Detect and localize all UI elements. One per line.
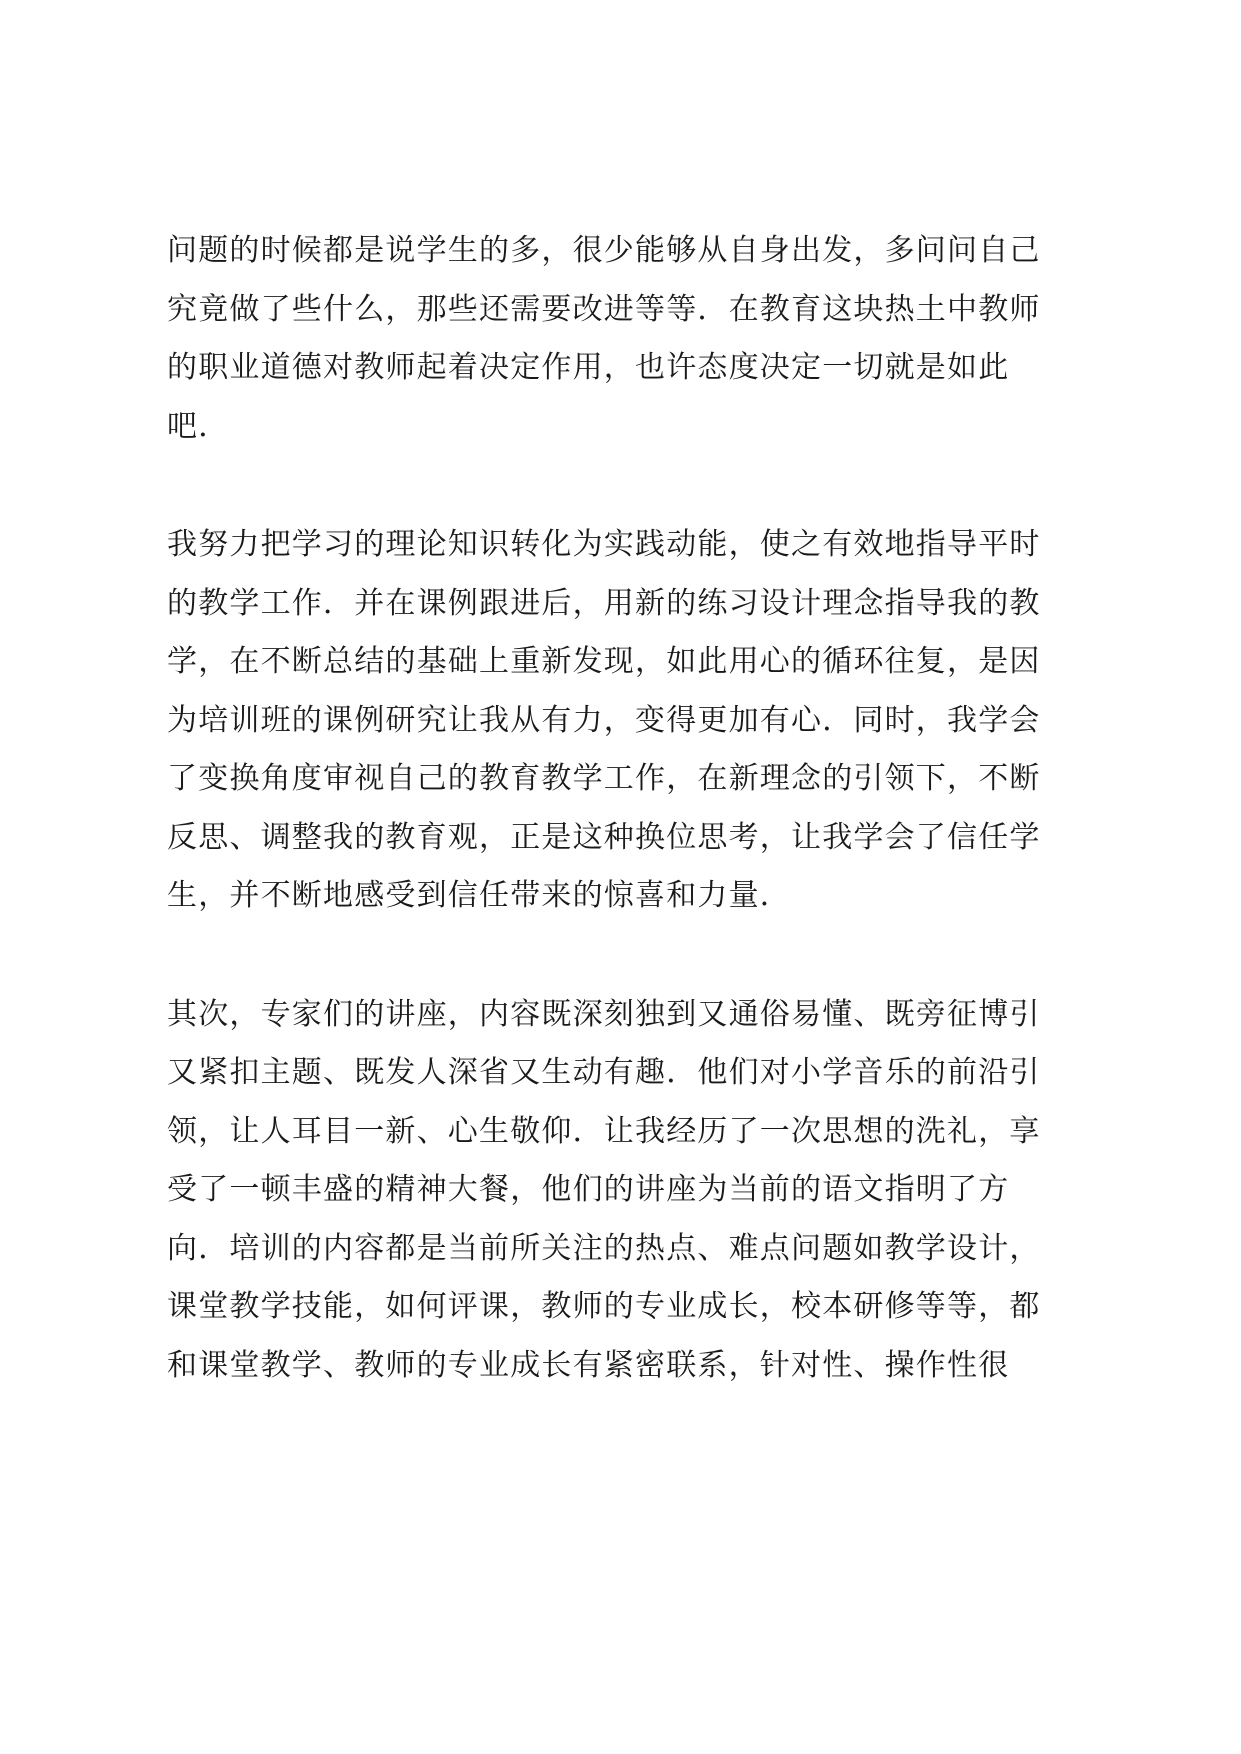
text-line: 的职业道德对教师起着决定作用，也许态度决定一切就是如此: [167, 350, 1010, 385]
text-line: 又紧扣主题、既发人深省又生动有趣．他们对小学音乐的前沿引: [167, 1055, 1041, 1090]
text-line: 我努力把学习的理论知识转化为实践动能，使之有效地指导平时: [167, 527, 1041, 562]
text-line: 了变换角度审视自己的教育教学工作，在新理念的引领下，不断: [167, 761, 1041, 796]
text-line: 向．培训的内容都是当前所关注的热点、难点问题如教学设计，: [167, 1230, 1041, 1266]
paragraph-spacer: [167, 456, 1087, 516]
text-line: 吧．: [167, 408, 230, 444]
paragraph-3: [167, 986, 1087, 1396]
document-body: [167, 222, 1087, 1395]
text-line: 其次，专家们的讲座，内容既深刻独到又通俗易懂、既旁征博引: [167, 996, 1041, 1032]
paragraph-spacer: [167, 926, 1087, 986]
paragraph-1: [167, 222, 1087, 456]
text-line: 受了一顿丰盛的精神大餐，他们的讲座为当前的语文指明了方: [167, 1172, 1010, 1207]
text-line: 生，并不断地感受到信任带来的惊喜和力量．: [167, 878, 791, 913]
text-line: 领，让人耳目一新、心生敬仰．让我经历了一次思想的洗礼，享: [167, 1113, 1041, 1149]
text-line: 反思、调整我的教育观，正是这种换位思考，让我学会了信任学: [167, 819, 1041, 855]
text-line: 究竟做了些什么，那些还需要改进等等．在教育这块热土中教师: [167, 291, 1041, 327]
text-line: 和课堂教学、教师的专业成长有紧密联系，针对性、操作性很: [167, 1347, 1010, 1383]
paragraph-2: [167, 516, 1087, 926]
text-line: 的教学工作．并在课例跟进后，用新的练习设计理念指导我的教: [167, 585, 1041, 621]
text-line: 问题的时候都是说学生的多，很少能够从自身出发，多问问自己: [167, 233, 1041, 268]
text-line: 学，在不断总结的基础上重新发现，如此用心的循环往复，是因: [167, 644, 1041, 679]
text-line: 为培训班的课例研究让我从有力，变得更加有心．同时，我学会: [167, 702, 1041, 738]
text-line: 课堂教学技能，如何评课，教师的专业成长，校本研修等等，都: [167, 1289, 1041, 1324]
